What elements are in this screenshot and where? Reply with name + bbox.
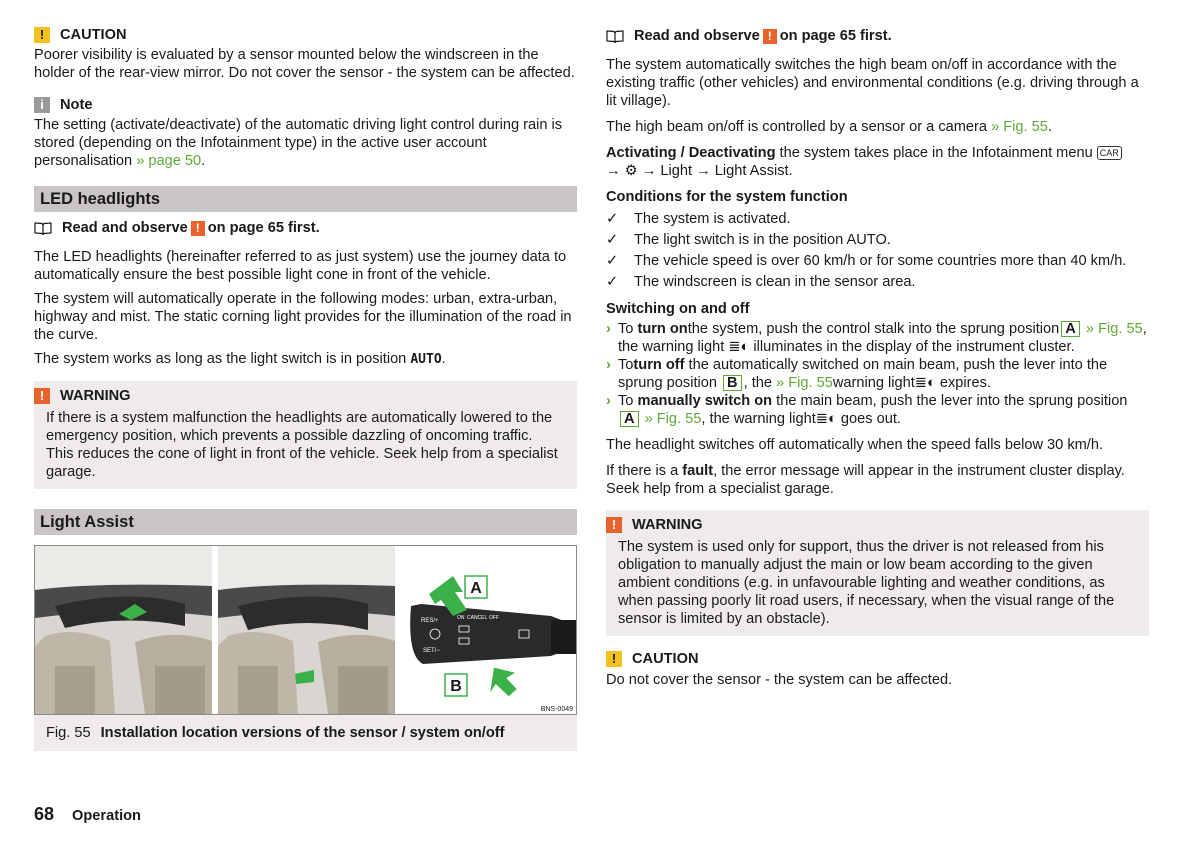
fig-link[interactable]: » Fig. 55	[991, 119, 1048, 135]
position-b-label: B	[723, 375, 742, 391]
conditions-heading: Conditions for the system function	[606, 189, 848, 205]
warning-icon: !	[763, 29, 777, 44]
warning-notice-1	[34, 381, 577, 489]
figure-55	[34, 545, 577, 715]
led-paragraph-2: The system will automatically operate in the following modes: urban, extra-urban, highway and mist. The static corning light provides for the illumination of the road in the curve.	[34, 291, 572, 343]
right-column	[606, 26, 1149, 689]
warning-icon: !	[191, 221, 205, 236]
footer-section: Operation	[72, 808, 141, 824]
warning-notice-2	[606, 510, 1149, 636]
warning-icon: !	[34, 388, 50, 404]
page-footer	[34, 805, 141, 825]
la-paragraph-2: The high beam on/off is controlled by a sensor or a camera » Fig. 55.	[606, 119, 1052, 135]
caution-title: CAUTION	[60, 27, 127, 43]
label-a: A	[470, 580, 482, 597]
figure-number: Fig. 55	[46, 725, 91, 741]
book-icon	[606, 30, 624, 42]
warning-body: The system is used only for support, thus the driver is not released from his obligation to manually adjust the main or low beam according to the given ambient conditions (e.g. in unfavourable lighting and weather conditions, as when passing poorly lit road users, if necessary, when the visual range of the sensor is limited by an obstacle).	[618, 539, 1115, 627]
caution-notice-1	[34, 26, 577, 82]
la-paragraph-5: If there is a fault, the error message will appear in the instrument cluster display. Seek help from a specialist garage.	[606, 463, 1125, 497]
stalk-label-res: RES/+	[421, 618, 439, 624]
caution-icon: !	[34, 27, 50, 43]
switching-list	[606, 320, 1149, 428]
arrow-icon: ›	[606, 393, 611, 409]
warning-icon: !	[606, 517, 622, 533]
note-title: Note	[60, 97, 93, 113]
fig-link[interactable]: » Fig. 55	[776, 375, 833, 391]
car-interior-image-2	[218, 546, 395, 714]
caution-title: CAUTION	[632, 651, 699, 667]
arrow-icon: ›	[606, 357, 611, 373]
led-paragraph-1: The LED headlights (hereinafter referred to as just system) use the journey data to automatically ensure the best possible light cone in front of the vehicle.	[34, 249, 567, 283]
checkmark-icon: ✓	[606, 232, 619, 248]
car-interior-image-1	[35, 546, 212, 714]
checkmark-icon: ✓	[606, 211, 619, 227]
arrow-icon: ›	[606, 321, 611, 337]
list-item: ✓ The vehicle speed is over 60 km/h or for some countries more than 40 km/h.	[606, 253, 1127, 269]
car-menu-icon: CAR	[1097, 146, 1122, 160]
la-paragraph-4: The headlight switches off automatically when the speed falls below 30 km/h.	[606, 437, 1104, 453]
info-icon: i	[34, 97, 50, 113]
list-item: › To manually switch on the main beam, push the lever into the sprung positionA » Fig. 55, the warning light≣◐ goes out.	[606, 393, 1128, 427]
fig-link[interactable]: » Fig. 55	[644, 411, 702, 427]
section-heading-led: LED headlights	[34, 186, 577, 212]
la-paragraph-1: The system automatically switches the high beam on/off in accordance with the existing traffic (other vehicles) and environmental conditions (e.g. driving through a lit village).	[606, 57, 1139, 109]
led-paragraph-3: The system works as long as the light switch is in position AUTO.	[34, 351, 446, 367]
figure-code: BNS-0049	[540, 706, 573, 713]
checkmark-icon: ✓	[606, 253, 619, 269]
figure-caption	[34, 715, 577, 751]
auto-symbol: AUTO	[410, 352, 442, 367]
read-observe-line: Read and observe ! on page 65 first.	[606, 26, 1149, 46]
list-item: › To turn onthe system, push the control stalk into the sprung position A » Fig. 55, the warning light ≣◐ illuminates in the display of the instrument cluster.	[606, 321, 1147, 355]
caution-body: Do not cover the sensor - the system can be affected.	[606, 672, 953, 688]
checkmark-icon: ✓	[606, 274, 619, 290]
warning-body: If there is a system malfunction the headlights are automatically lowered to the emergency position, which prevents a possible dazzling of oncoming traffic. This reduces the cone of light in front of the vehicle. Seek help from a specialist garage.	[46, 410, 558, 480]
la-paragraph-3: Activating / Deactivating the system takes place in the Infotainment menu CAR → ⚙ → Light → Light Assist.	[606, 144, 1149, 180]
stalk-label-set: SET/−	[423, 648, 440, 654]
position-a-label: A	[620, 411, 639, 427]
list-item: ✓ The windscreen is clean in the sensor area.	[606, 274, 916, 290]
figure-caption-text: Installation location versions of the sensor / system on/off	[100, 725, 505, 741]
book-icon	[34, 222, 52, 234]
left-column	[34, 26, 577, 751]
switching-heading: Switching on and off	[606, 301, 750, 317]
list-item: ✓ The system is activated.	[606, 211, 791, 227]
caution-notice-2	[606, 650, 1149, 689]
caution-body: Poorer visibility is evaluated by a sensor mounted below the windscreen in the holder of the rear-view mirror. Do not cover the sensor - the system can be affected.	[34, 47, 575, 81]
read-observe-line: Read and observe ! on page 65 first.	[34, 218, 577, 238]
list-item: › Toturn off the automatically switched on main beam, push the lever into the sprung position B , the » Fig. 55warning light≣◐ expires.	[606, 357, 1108, 391]
stalk-label-cancel: CANCEL	[467, 615, 488, 621]
fig-link[interactable]: » Fig. 55	[1085, 321, 1143, 337]
caution-icon: !	[606, 651, 622, 667]
note-notice	[34, 96, 577, 170]
stalk-label-off: OFF	[489, 615, 499, 621]
control-stalk-diagram	[401, 546, 577, 714]
section-heading-light-assist: Light Assist	[34, 509, 577, 535]
warning-title: WARNING	[60, 388, 131, 404]
stalk-label-on: ON	[457, 615, 465, 621]
page-number: 68	[34, 804, 55, 824]
label-b: B	[450, 678, 462, 695]
note-body: The setting (activate/deactivate) of the automatic driving light control during rain is stored (depending on the Infotainment type) in the active user account personalisation » page 50.	[34, 117, 563, 169]
position-a-label: A	[1061, 321, 1080, 337]
warning-title: WARNING	[632, 517, 703, 533]
conditions-list	[606, 210, 1149, 291]
list-item: ✓ The light switch is in the position AUTO.	[606, 232, 891, 248]
page-link[interactable]: » page 50	[136, 153, 202, 169]
